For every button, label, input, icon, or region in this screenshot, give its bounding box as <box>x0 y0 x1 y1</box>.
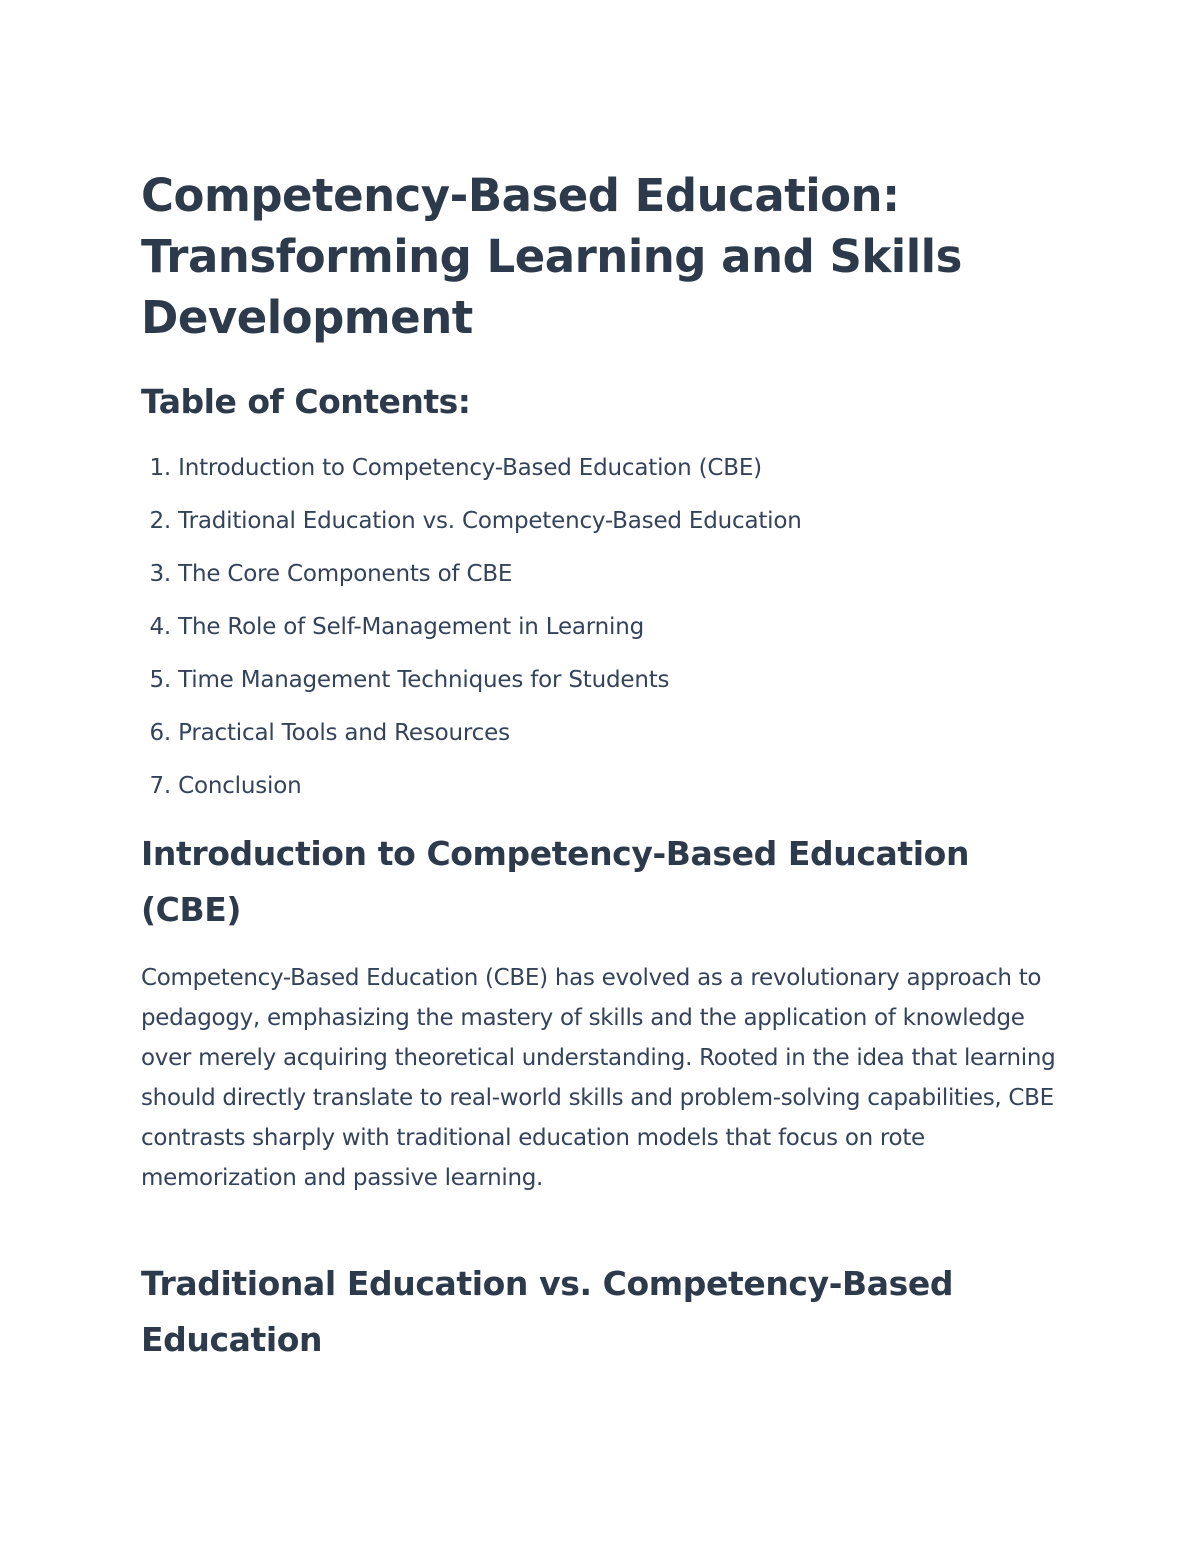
document-title: Competency-Based Education: Transforming Learning and Skills Development <box>141 169 962 344</box>
toc-item-number: 1. <box>149 455 171 481</box>
toc-item-number: 7. <box>149 773 171 799</box>
table-of-contents <box>141 448 1071 819</box>
toc-item-label: Conclusion <box>178 773 302 799</box>
toc-item-introduction[interactable] <box>141 448 1071 501</box>
toc-item-label: Traditional Education vs. Competency-Based Education <box>178 508 802 534</box>
toc-item-label: The Role of Self-Management in Learning <box>178 614 644 640</box>
toc-item-number: 2. <box>149 508 171 534</box>
toc-item-number: 4. <box>149 614 171 640</box>
toc-item-self-management[interactable] <box>141 607 1071 660</box>
toc-heading: Table of Contents: <box>141 382 471 421</box>
toc-item-label: The Core Components of CBE <box>178 561 513 587</box>
toc-item-label: Introduction to Competency-Based Education (CBE) <box>178 455 762 481</box>
toc-item-time-management[interactable] <box>141 660 1071 713</box>
toc-item-label: Practical Tools and Resources <box>178 720 510 746</box>
section-body-introduction: Competency-Based Education (CBE) has evolved as a revolutionary approach to pedagogy, emphasizing the mastery of skills and the application of knowledge over merely acquiring theoretical understanding. Rooted in the idea that learning should directly translate to real-world skills and problem-solving capabilities, CBE contrasts sharply with traditional education models that focus on rote memorization and passive learning. <box>141 965 1056 1191</box>
toc-item-number: 3. <box>149 561 171 587</box>
section-heading-introduction: Introduction to Competency-Based Education (CBE) <box>141 834 970 929</box>
toc-item-label: Time Management Techniques for Students <box>178 667 670 693</box>
toc-item-number: 5. <box>149 667 171 693</box>
toc-item-tools-resources[interactable] <box>141 713 1071 766</box>
toc-item-core-components[interactable] <box>141 554 1071 607</box>
toc-item-conclusion[interactable] <box>141 766 1071 819</box>
section-heading-traditional-vs-cbe: Traditional Education vs. Competency-Based Education <box>141 1264 954 1359</box>
toc-item-traditional-vs-cbe[interactable] <box>141 501 1071 554</box>
toc-item-number: 6. <box>149 720 171 746</box>
